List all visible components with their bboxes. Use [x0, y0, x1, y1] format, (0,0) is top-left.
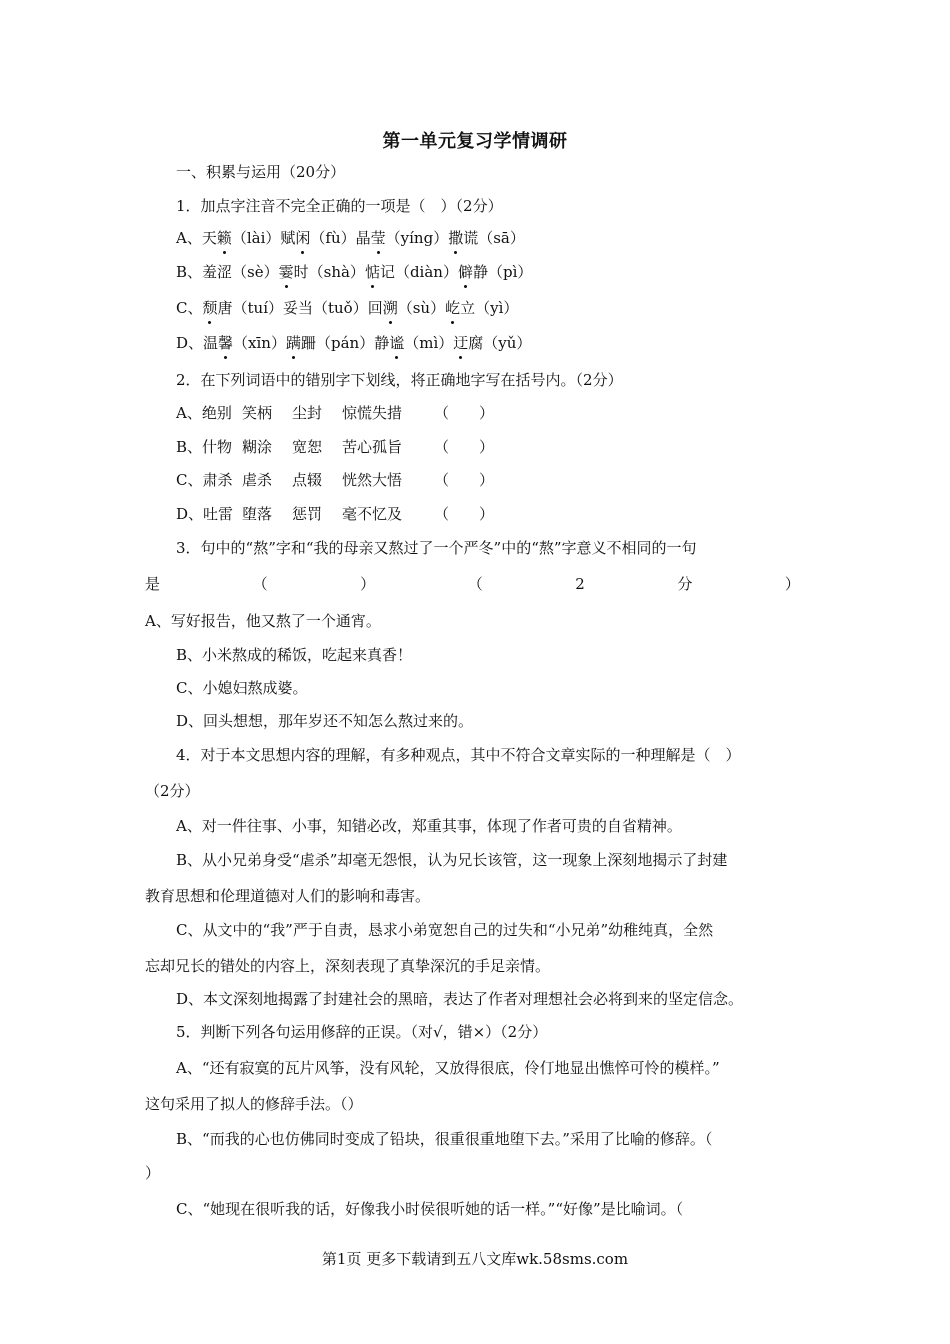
q1-option-d: D、温馨（xīn）蹒跚（pán）静谧（mì）迂腐（yǔ） [176, 334, 532, 352]
q4-stem: 4．对于本文思想内容的理解，有多种观点，其中不符合文章实际的一种理解是（ ） [176, 746, 741, 764]
dotted-char: 谧 [389, 334, 405, 352]
q5-stem: 5．判断下列各句运用修辞的正误。（对√，错×）（2分） [176, 1023, 548, 1041]
q2-stem: 2．在下列词语中的错别字下划线，将正确地字写在括号内。（2分） [176, 371, 623, 389]
q2-option-b: B、什物 糊涂 宽恕 苦心孤旨 （ ） [176, 438, 495, 456]
dotted-char: 撒 [448, 229, 464, 247]
dotted-char: 蹒 [285, 334, 301, 352]
q3-stem: 3．句中的“熬”字和“我的母亲又熬过了一个严冬”中的“熬”字意义不相同的一句 [176, 539, 697, 557]
q5-option-a-continued: 这句采用了拟人的修辞手法。（） [145, 1095, 363, 1113]
page-title: 第一单元复习学情调研 [382, 131, 568, 152]
q4-option-b-continued: 教育思想和伦理道德对人们的影响和毒害。 [145, 887, 431, 905]
q3-option-a: A、写好报告，他又熬了一个通宵。 [145, 612, 381, 630]
q1-option-b: B、羞涩（sè）霎时（shà）惦记（diàn）僻静（pì） [176, 263, 533, 281]
q3-option-c: C、小媳妇熬成婆。 [176, 679, 308, 697]
dotted-char: 惦 [364, 263, 380, 281]
q5-option-c: C、“她现在很听我的话，好像我小时侯很听她的话一样。”“好像”是比喻词。（ [176, 1200, 684, 1218]
q2-option-a: A、绝别 笑柄 尘封 惊慌失措 （ ） [176, 404, 495, 422]
q5-option-b-continued: ） [145, 1164, 161, 1182]
q1-option-a: A、天籁（lài）赋闲（fù）晶莹（yíng）撒谎（sā） [176, 229, 525, 247]
q3-option-b: B、小米熬成的稀饭，吃起来真香！ [176, 646, 413, 664]
dotted-char: 馨 [218, 334, 234, 352]
dotted-char: 僻 [457, 263, 473, 281]
section-heading: 一、积累与运用（20分） [176, 163, 346, 181]
q3-option-d: D、回头想想，那年岁还不知怎么熬过来的。 [176, 712, 474, 730]
q4-option-d: D、本文深刻地揭露了封建社会的黑暗，表达了作者对理想社会必将到来的坚定信念。 [176, 990, 744, 1008]
dotted-char: 霎 [278, 263, 294, 281]
q2-option-c: C、肃杀 虐杀 点辍 恍然大悟 （ ） [176, 471, 495, 489]
page-footer: 第1页 更多下载请到五八文库wk.58sms.com [321, 1250, 629, 1268]
q4-option-c-continued: 忘却兄长的错处的内容上，深刻表现了真挚深沉的手足亲情。 [145, 957, 551, 975]
dotted-char: 屹 [445, 299, 461, 317]
dotted-char: 莹 [370, 229, 386, 247]
q4-score: （2分） [145, 782, 200, 800]
q4-option-c: C、从文中的“我”严于自责，恳求小弟宽恕自己的过失和“小兄弟”幼稚纯真，全然 [176, 921, 714, 939]
dotted-char: 迂 [453, 334, 469, 352]
q5-option-b: B、“而我的心也仿佛同时变成了铅块，很重很重地堕下去。”采用了比喻的修辞。（ [176, 1130, 713, 1148]
q3-stem-continued: 是 （ ） （ 2 分 ） [145, 575, 800, 593]
dotted-char: 溯 [382, 299, 398, 317]
q2-option-d: D、吐雷 堕落 惩罚 毫不忆及 （ ） [176, 505, 495, 523]
q5-option-a: A、“还有寂寞的瓦片风筝，没有风轮，又放得很底，伶仃地显出憔悴可怜的模样。” [176, 1059, 720, 1077]
q4-option-a: A、对一件往事、小事，知错必改，郑重其事，体现了作者可贵的自省精神。 [176, 817, 682, 835]
q4-option-b: B、从小兄弟身受“虐杀”却毫无怨恨，认为兄长该管，这一现象上深刻地揭示了封建 [176, 851, 728, 869]
q1-option-c: C、颓唐（tuí）妥当（tuǒ）回溯（sù）屹立（yì） [176, 299, 519, 317]
dotted-char: 闲 [295, 229, 311, 247]
dotted-char: 籁 [216, 229, 232, 247]
q1-stem: 1．加点字注音不完全正确的一项是（ ）（2分） [176, 197, 503, 215]
dotted-char: 颓 [202, 299, 218, 317]
